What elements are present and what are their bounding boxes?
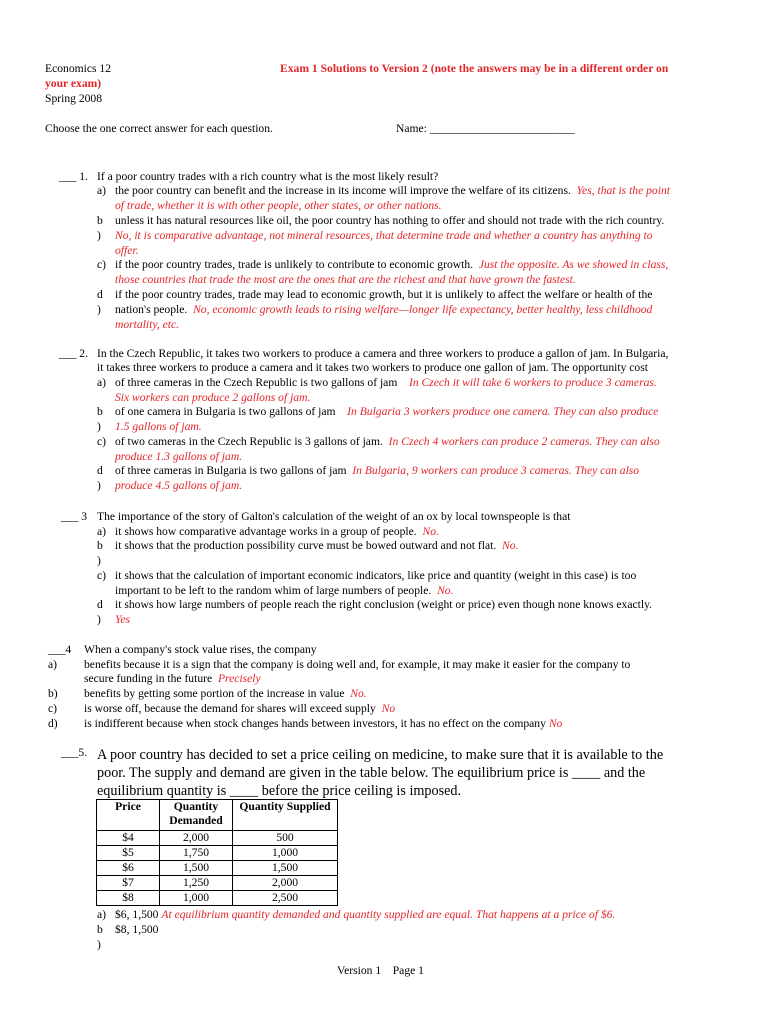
name-field: Name: _________________________ [396, 122, 575, 135]
q1-b-label: b [97, 214, 103, 227]
q3-option-c-line2 [115, 584, 454, 599]
page-footer [337, 964, 424, 979]
q5-number: ___5. [61, 746, 88, 759]
header-price: Price [115, 800, 141, 813]
cell-qd: 1,000 [160, 891, 233, 906]
table-row [97, 861, 338, 876]
q3-number: ___ 3 [61, 510, 88, 523]
q2-option-a [115, 376, 657, 391]
table-header-row [97, 800, 338, 831]
q4-d-label: d) [48, 717, 58, 730]
q2-c-answer-cont: produce 1.3 gallons of jam. [115, 450, 243, 463]
q5-option-a [115, 908, 615, 923]
q3-option-a [115, 525, 439, 540]
cell-qs: 2,000 [233, 876, 338, 891]
q1-a-answer: Yes, that is the point [576, 184, 670, 197]
q5-a-label: a) [97, 908, 107, 921]
term: Spring 2008 [45, 92, 103, 105]
q5-stem-cont2: equilibrium quantity is ____ before the price ceiling is imposed. [97, 783, 462, 799]
q4-option-c [84, 702, 395, 717]
q2-option-b [115, 405, 658, 420]
q4-number: ___4 [48, 643, 72, 656]
q2-d-label-paren: ) [97, 479, 101, 492]
header-quantity-demanded [160, 800, 233, 831]
footer-page: Page 1 [392, 964, 424, 977]
q5-stem-cont: poor. The supply and demand are given in the table below. The equilibrium price is ____ and the [97, 765, 646, 781]
q4-stem: When a company's stock value rises, the company [84, 643, 317, 656]
q4-a-text: benefits because it is a sign that the company is doing well and, for example, it may make it easier for the company to [84, 658, 631, 671]
q2-b-label: b [97, 405, 103, 418]
q3-c-text: it shows that the calculation of important economic indicators, like price and quantity (weight in this case) is too [115, 569, 637, 582]
q4-d-text: is indifferent because when stock changes hands between investors, it has no effect on the company [84, 717, 546, 730]
q2-number: ___ 2. [59, 347, 88, 360]
supply-demand-table [96, 799, 338, 906]
q2-d-answer-cont: produce 4.5 gallons of jam. [115, 479, 243, 492]
q1-b-label-paren: ) [97, 229, 101, 242]
q1-option-c [115, 258, 668, 273]
q5-b-label: b [97, 923, 103, 936]
q4-c-answer: No [381, 702, 396, 715]
q3-a-text: it shows how comparative advantage works in a group of people. [115, 525, 417, 538]
table-row [97, 891, 338, 906]
q5-b-label-paren: ) [97, 938, 101, 951]
q1-option-a [115, 184, 670, 199]
cell-qs: 2,500 [233, 891, 338, 906]
cell-price: $8 [97, 891, 160, 906]
q3-c-text-cont: important to be left to the random whim of large numbers of people. [115, 584, 432, 597]
q1-c-answer-cont: those countries that trade the most are the ones that are the richest and that have grown the fastest. [115, 273, 576, 286]
q3-d-label: d [97, 598, 103, 611]
table-row [97, 831, 338, 846]
q1-c-label: c) [97, 258, 107, 271]
q1-d-answer-cont: mortality, etc. [115, 318, 180, 331]
q3-option-b [115, 539, 518, 554]
cell-price: $5 [97, 846, 160, 861]
q1-b-answer: No, it is comparative advantage, not mineral resources, that determine trade and whether a country has anything to [115, 229, 653, 242]
q1-d-label-paren: ) [97, 303, 101, 316]
header-qd-line1: Quantity [173, 800, 219, 813]
q3-d-answer: Yes [115, 613, 131, 626]
q2-a-label: a) [97, 376, 107, 389]
q4-a-answer: Precisely [217, 672, 261, 685]
q2-d-label: d [97, 464, 103, 477]
table-row [97, 876, 338, 891]
q3-stem: The importance of the story of Galton's calculation of the weight of an ox by local townspeople is that [97, 510, 571, 523]
q3-b-label: b [97, 539, 103, 552]
q4-a-label: a) [48, 658, 58, 671]
cell-price: $7 [97, 876, 160, 891]
q1-a-answer-cont: of trade, whether it is with other people, other states, or other nations. [115, 199, 442, 212]
q4-d-answer: No [548, 717, 563, 730]
q4-option-d [84, 717, 562, 732]
exam-title-line1: Exam 1 Solutions to Version 2 (note the answers may be in a different order on [280, 62, 669, 75]
q1-c-text: if the poor country trades, trade is unlikely to contribute to economic growth. [115, 258, 474, 271]
q3-a-label: a) [97, 525, 107, 538]
q2-stem: In the Czech Republic, it takes two workers to produce a camera and three workers to produce a gallon of jam. In Bulgaria, [97, 347, 669, 360]
cell-qd: 1,750 [160, 846, 233, 861]
cell-qd: 2,000 [160, 831, 233, 846]
q4-c-text: is worse off, because the demand for shares will exceed supply [84, 702, 376, 715]
q2-b-text: of one camera in Bulgaria is two gallons of jam [115, 405, 336, 418]
q2-c-answer: In Czech 4 workers can produce 2 cameras. They can also [388, 435, 660, 448]
q1-d-text: if the poor country trades, trade may lead to economic growth, but it is unlikely to affect the welfare or health of the [115, 288, 653, 301]
q2-a-answer-cont: Six workers can produce 2 gallons of jam. [115, 391, 311, 404]
q5-stem: A poor country has decided to set a price ceiling on medicine, to make sure that it is available to the [97, 747, 664, 763]
instructions: Choose the one correct answer for each question. [45, 122, 273, 135]
q2-b-answer-cont: 1.5 gallons of jam. [115, 420, 202, 433]
q3-b-label-paren: ) [97, 554, 101, 567]
cell-qs: 1,500 [233, 861, 338, 876]
q2-b-label-paren: ) [97, 420, 101, 433]
q1-d-text-cont: nation's people. [115, 303, 188, 316]
q2-option-c [115, 435, 660, 450]
q5-b-text: $8, 1,500 [115, 923, 159, 936]
cell-qd: 1,500 [160, 861, 233, 876]
q4-b-text: benefits by getting some portion of the increase in value [84, 687, 345, 700]
q5-a-answer: At equilibrium quantity demanded and quantity supplied are equal. That happens at a price of $6. [161, 908, 616, 921]
q1-number: ___ 1. [59, 170, 88, 183]
q3-b-text: it shows that the production possibility curve must be bowed outward and not flat. [115, 539, 497, 552]
q4-b-label: b) [48, 687, 58, 700]
q3-a-answer: No. [422, 525, 439, 538]
q3-c-answer: No. [437, 584, 454, 597]
q4-b-answer: No. [350, 687, 367, 700]
course-name: Economics 12 [45, 62, 112, 75]
q5-a-text: $6, 1,500 [115, 908, 159, 921]
q1-a-label: a) [97, 184, 107, 197]
header-quantity-supplied: Quantity Supplied [233, 800, 338, 831]
header-qd-line2: Demanded [169, 813, 223, 827]
q1-b-text: unless it has natural resources like oil, the poor country has nothing to offer and should not trade with the rich country. [115, 214, 665, 227]
q3-b-answer: No. [502, 539, 519, 552]
q2-a-text: of three cameras in the Czech Republic is two gallons of jam [115, 376, 398, 389]
q2-option-d [115, 464, 639, 479]
cell-qs: 1,000 [233, 846, 338, 861]
q2-stem-cont: it takes three workers to produce a camera and it takes two workers to produce one gallon of jam. The opportunity cost [97, 361, 648, 374]
q1-option-d-line2 [115, 303, 652, 318]
q1-b-answer-cont: offer. [115, 244, 139, 257]
q2-d-answer: In Bulgaria, 9 workers can produce 3 cameras. They can also [352, 464, 640, 477]
cell-price: $4 [97, 831, 160, 846]
q3-d-text: it shows how large numbers of people reach the right conclusion (weight or price) even though none knows exactly. [115, 598, 653, 611]
q2-d-text: of three cameras in Bulgaria is two gallons of jam [115, 464, 347, 477]
q1-stem: If a poor country trades with a rich country what is the most likely result? [97, 170, 439, 183]
q2-c-text: of two cameras in the Czech Republic is 3 gallons of jam. [115, 435, 383, 448]
cell-price: $6 [97, 861, 160, 876]
q4-a-text-cont: secure funding in the future [84, 672, 213, 685]
table-row [97, 846, 338, 861]
q3-c-label: c) [97, 569, 107, 582]
q1-d-answer: No, economic growth leads to rising welfare—longer life expectancy, better healthy, less childhood [193, 303, 653, 316]
q4-c-label: c) [48, 702, 58, 715]
footer-version: Version 1 [337, 964, 382, 977]
q1-c-answer: Just the opposite. As we showed in class, [478, 258, 669, 271]
exam-title-line2: your exam) [45, 77, 102, 90]
q2-b-answer: In Bulgaria 3 workers produce one camera. They can also produce [347, 405, 659, 418]
q1-d-label: d [97, 288, 103, 301]
q1-a-text: the poor country can benefit and the increase in its income will improve the welfare of its citizens. [115, 184, 571, 197]
cell-qs: 500 [233, 831, 338, 846]
q2-c-label: c) [97, 435, 107, 448]
q3-d-label-paren: ) [97, 613, 101, 626]
q4-option-b [84, 687, 367, 702]
q2-a-answer: In Czech it will take 6 workers to produce 3 cameras. [408, 376, 657, 389]
cell-qd: 1,250 [160, 876, 233, 891]
q4-option-a-line2 [84, 672, 261, 687]
